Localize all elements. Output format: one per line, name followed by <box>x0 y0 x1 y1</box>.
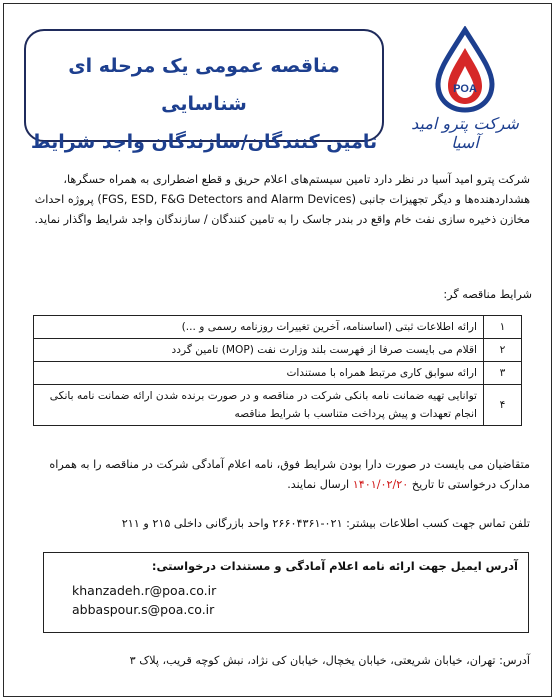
row-number: ۳ <box>484 362 522 385</box>
intro-paragraph: شرکت پترو امید آسیا در نظر دارد تامین سیستم‌های اعلام حریق و قطع اضطراری به همراه حسگرها، هشداردهنده‌ها و دیگر تجهیزات جانبی (FGS, ESD, F&G Detectors and Alarm Devices) پروژه احداث مخازن ذخیره سازی نفت خام واقع در بندر جاسک را به تامین کنندگان / سازندگان واجد شرایط واگذار نماید. <box>34 173 530 226</box>
email-link[interactable]: khanzadeh.r@poa.co.ir <box>72 583 217 598</box>
row-number: ۲ <box>484 339 522 362</box>
tender-title-box <box>24 29 384 153</box>
logo-caption: شرکت پترو امید آسیا <box>411 114 519 152</box>
row-number: ۴ <box>484 385 522 426</box>
email-box <box>43 552 529 633</box>
row-text: ارائه سوابق کاری مرتبط همراه با مستندات <box>34 362 484 385</box>
table-row <box>34 339 522 362</box>
conditions-table <box>33 315 522 426</box>
row-text: توانایی تهیه ضمانت نامه بانکی شرکت در مناقصه و در صورت برنده شدن ارائه ضمانت نامه بانکی انجام تعهدات و پیش پرداخت متناسب با شرایط مناقصه <box>34 385 484 426</box>
table-row <box>34 362 522 385</box>
instructions-text: متقاضیان می بایست در صورت دارا بودن شرایط فوق، نامه اعلام آمادگی شرکت در مناقصه را به همراه مدارک درخواستی تا تاریخ <box>49 458 530 491</box>
table-row <box>34 316 522 339</box>
title-line-2: تامین کنندگان/سازندگان واجد شرایط <box>30 131 378 153</box>
company-logo <box>410 26 520 152</box>
row-text: ارائه اطلاعات ثبتی (اساسنامه، آخرین تغییرات روزنامه رسمی و ...) <box>34 316 484 339</box>
instructions-end: ارسال نمایند. <box>287 478 350 491</box>
email-link[interactable]: abbaspour.s@poa.co.ir <box>72 602 215 617</box>
row-text: اقلام می بایست صرفا از فهرست بلند وزارت نفت (MOP) تامین گردد <box>34 339 484 362</box>
row-number: ۱ <box>484 316 522 339</box>
conditions-label: شرایط مناقصه گر: <box>443 288 532 301</box>
logo-letters: POA <box>453 83 477 95</box>
title-line-1: مناقصه عمومی یک مرحله ای شناسایی <box>68 55 340 115</box>
email-box-title: آدرس ایمیل جهت ارائه نامه اعلام آمادگی و مستندات درخواستی: <box>151 559 518 573</box>
deadline-date: ۱۴۰۱/۰۲/۲۰ <box>352 478 409 491</box>
flame-drop-icon <box>410 26 520 116</box>
table-row <box>34 385 522 426</box>
postal-address: آدرس: تهران، خیابان شریعتی، خیابان یخچال، خیابان کی نژاد، نبش کوچه قریب، پلاک ۳ <box>129 654 530 667</box>
submission-instructions <box>22 455 530 495</box>
contact-phone: تلفن تماس جهت کسب اطلاعات بیشتر: ۰۲۱-۲۶۶۰۴۳۶۱ واحد بازرگانی داخلی ۲۱۵ و ۲۱۱ <box>121 517 530 530</box>
